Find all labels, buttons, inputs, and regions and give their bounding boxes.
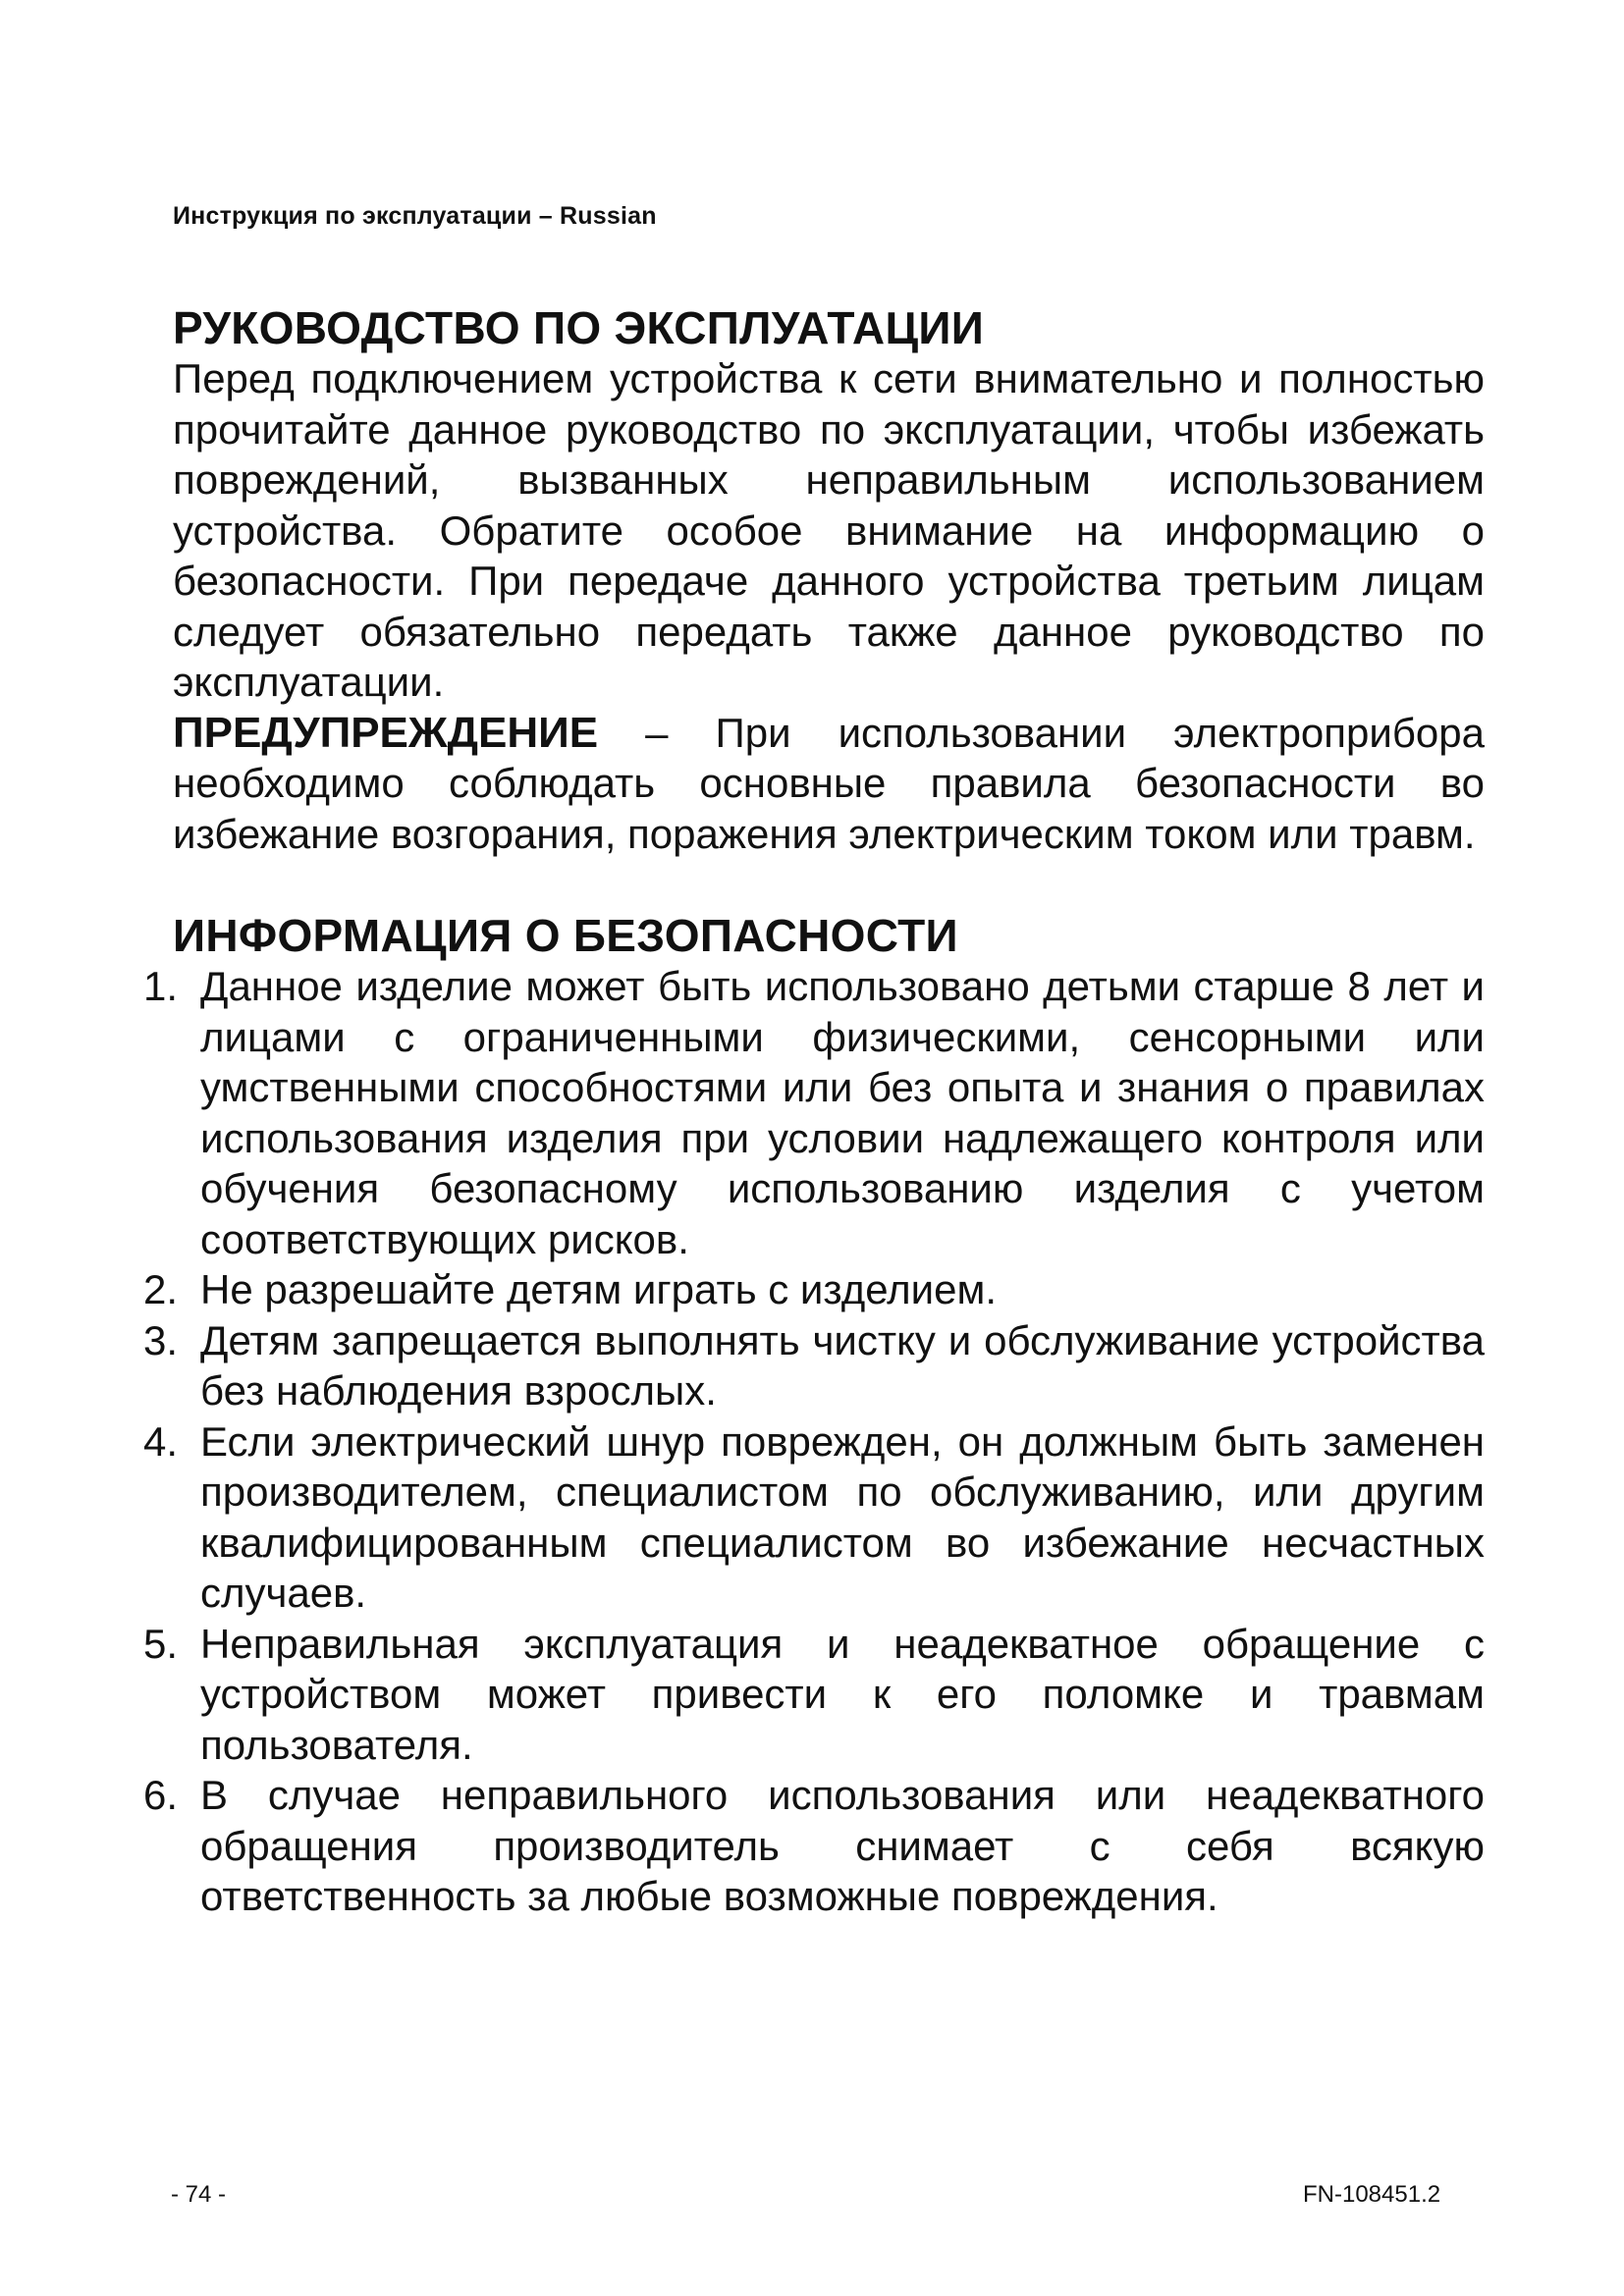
safety-item [143,1770,1485,1922]
safety-item-text: В случае неправильного использования или неадекватного обращения производитель снимает с себя всякую ответственность за любые возможные повреждения. [200,1772,1485,1919]
safety-item-text: Данное изделие может быть использовано детьми старше 8 лет и лицами с ограниченными физическими, сенсорными или умственными способностями или без опыта и знания о правилах использования изделия при условии надлежащего контроля или обучения безопасному использованию изделия с учетом соответствующих рисков. [200,963,1485,1262]
warning-paragraph [173,708,1485,860]
page-number: - 74 - [171,2181,227,2208]
safety-item-text: Если электрический шнур поврежден, он должным быть заменен производителем, специалистом по обслуживанию, или другим квалифицированным специалистом во избежание несчастных случаев. [200,1417,1485,1616]
safety-item-number: 2. [143,1266,179,1312]
safety-item-number: 6. [143,1772,179,1818]
page-content [143,302,1485,1922]
safety-item [143,1619,1485,1771]
safety-item-number: 1. [143,963,179,1009]
intro-paragraph: Перед подключением устройства к сети внимательно и полностью прочитайте данное руководство по эксплуатации, чтобы избежать повреждений, вызванных неправильным использованием устройства. Обратите особое внимание на информацию о безопасности. При передаче данного устройства третьим лицам следует обязательно передать также данное руководство по эксплуатации. [173,355,1485,705]
safety-item-number: 3. [143,1316,179,1363]
safety-item-text: Детям запрещается выполнять чистку и обслуживание устройства без наблюдения взрослых. [200,1316,1485,1414]
warning-label: ПРЕДУПРЕЖДЕНИЕ [173,708,599,757]
warning-text: – При использовании электроприбора необходимо соблюдать основные правила безопасности во избежание возгорания, поражения электрическим током или травм. [173,709,1485,857]
safety-item [143,961,1485,1264]
safety-list [143,961,1485,1922]
running-header: Инструкция по эксплуатации – Russian [173,202,657,230]
safety-item-text: Не разрешайте детям играть с изделием. [200,1266,998,1312]
document-code: FN-108451.2 [1303,2181,1441,2208]
safety-item [143,1264,1485,1315]
section-title-safety: ИНФОРМАЦИЯ О БЕЗОПАСНОСТИ [173,910,958,961]
section-title-manual: РУКОВОДСТВО ПО ЭКСПЛУАТАЦИИ [173,302,985,353]
safety-item-text: Неправильная эксплуатация и неадекватное обращение с устройством может привести к его поломке и травмам пользователя. [200,1620,1485,1768]
safety-item [143,1315,1485,1416]
safety-item-number: 4. [143,1417,179,1465]
safety-item [143,1416,1485,1619]
safety-item-number: 5. [143,1620,179,1667]
